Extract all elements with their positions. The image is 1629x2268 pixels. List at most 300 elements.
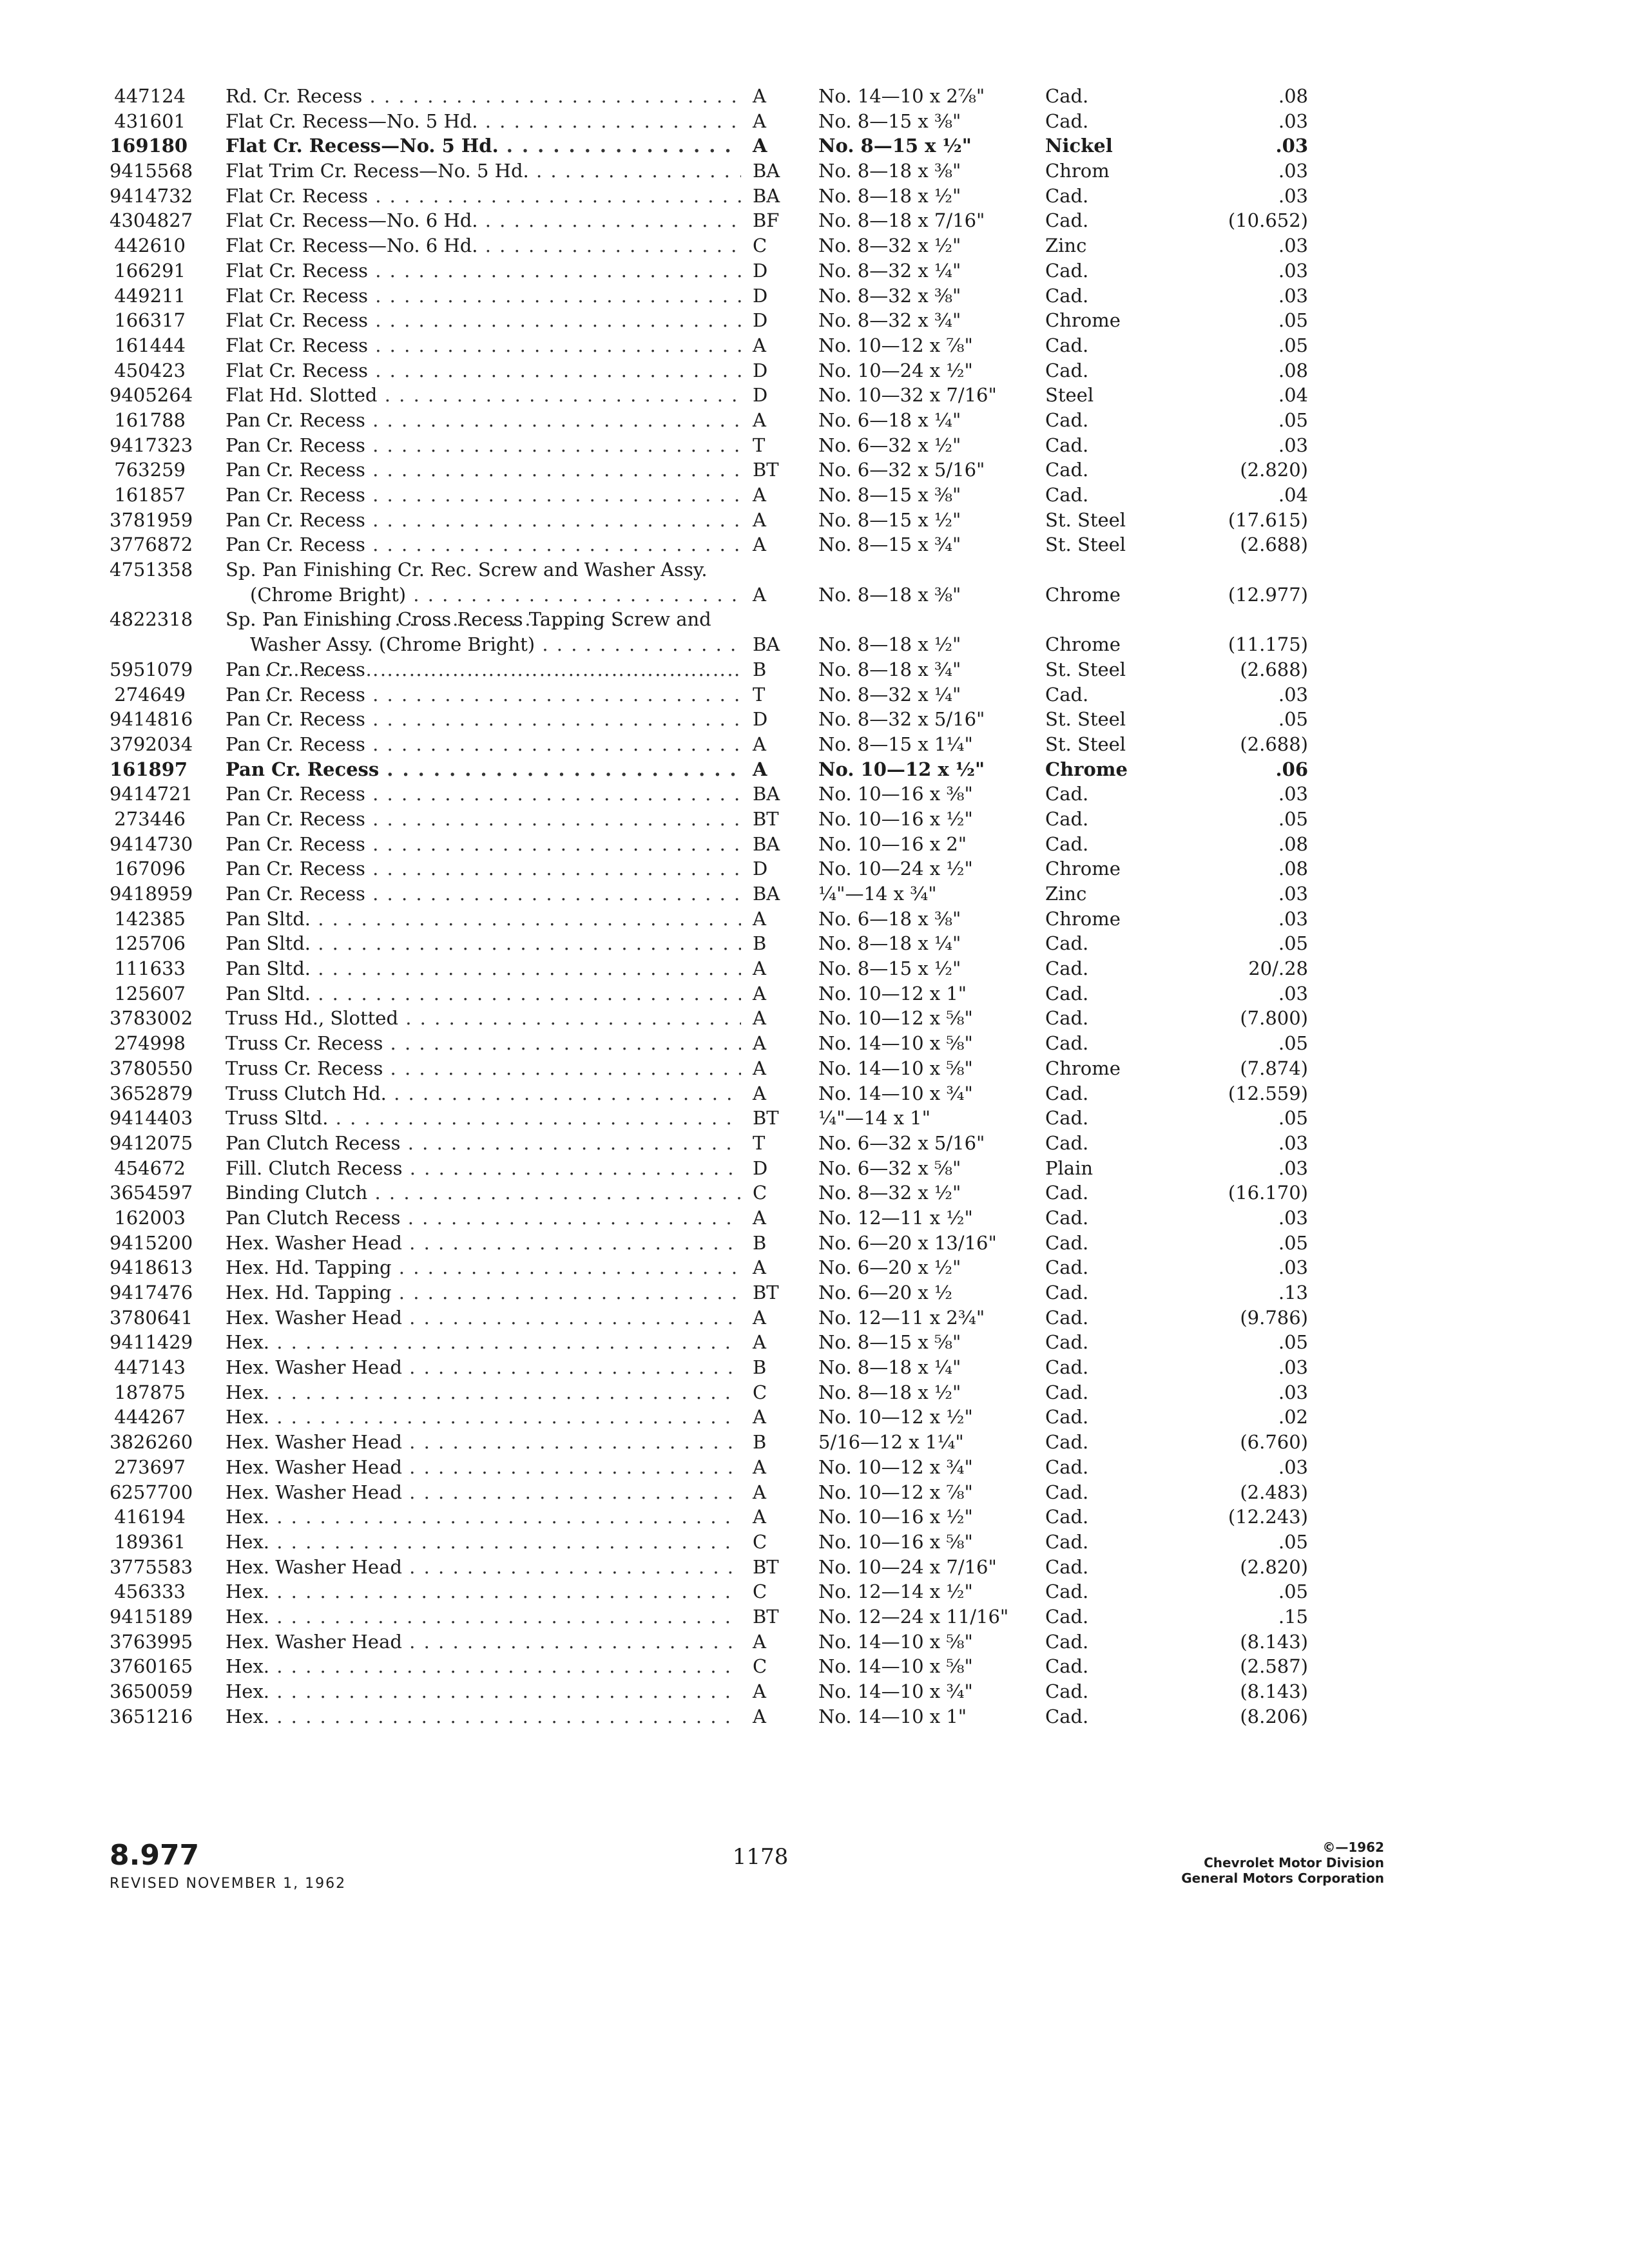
part-description: Flat Cr. Recess—No. 6 Hd. . . . — [226, 233, 741, 258]
table-row — [0, 1280, 1629, 1305]
finish: Cad. — [1045, 434, 1089, 456]
table-row — [0, 1006, 1629, 1031]
table-row — [0, 1629, 1629, 1655]
screw-size: No. 12—14 x ½" — [818, 1581, 973, 1603]
part-description: Hex. . . . — [226, 1380, 741, 1405]
screw-size: No. 6—20 x ½ — [818, 1282, 953, 1304]
screw-size: No. 10—24 x 7/16" — [818, 1555, 997, 1578]
price: .02 — [1278, 1406, 1308, 1428]
usage-code: A — [753, 135, 767, 157]
finish: Cad. — [1045, 1581, 1089, 1603]
table-row — [0, 1579, 1629, 1604]
screw-size: No. 8—15 x ½" — [818, 135, 972, 157]
finish: Chrome — [1045, 758, 1128, 780]
revision-date: REVISED NOVEMBER 1, 1962 — [110, 1876, 347, 1892]
finish: Cad. — [1045, 1431, 1089, 1454]
part-number: 9417323 — [110, 434, 193, 456]
part-description: Pan Cr. Recess . . . — [226, 782, 741, 807]
screw-size: No. 10—12 x ⅞" — [818, 1481, 973, 1503]
finish: St. Steel — [1045, 533, 1126, 556]
usage-code: BA — [753, 883, 780, 905]
part-description: Flat Hd. Slotted . . . — [226, 383, 741, 408]
usage-code: A — [753, 1306, 766, 1329]
part-description-line-2: (Chrome Bright) . . . — [226, 582, 741, 632]
price: .03 — [1278, 160, 1308, 182]
part-number: 763259 — [114, 459, 186, 481]
part-number: 3763995 — [110, 1630, 193, 1653]
screw-size: No. 8—32 x ¼" — [818, 259, 961, 282]
finish: Nickel — [1045, 135, 1113, 157]
usage-code: BT — [753, 459, 779, 481]
usage-code: A — [753, 484, 766, 506]
screw-size: No. 8—15 x ½" — [818, 957, 961, 980]
finish: Cad. — [1045, 1555, 1089, 1578]
price: (12.559) — [1228, 1082, 1308, 1104]
price: .03 — [1278, 907, 1308, 930]
division-name: Chevrolet Motor Division — [1204, 1855, 1384, 1870]
price: .05 — [1278, 408, 1308, 431]
price: .03 — [1278, 783, 1308, 805]
finish: Cad. — [1045, 832, 1089, 855]
part-description: Hex. . . . — [226, 1330, 741, 1355]
screw-size: No. 8—18 x ¾" — [818, 658, 961, 680]
finish: Zinc — [1045, 235, 1087, 257]
finish: Cad. — [1045, 1530, 1089, 1553]
table-row — [0, 109, 1629, 134]
table-row — [0, 433, 1629, 458]
finish: Cad. — [1045, 1655, 1089, 1678]
table-row — [0, 457, 1629, 483]
part-number: 167096 — [114, 858, 186, 880]
price: (12.243) — [1228, 1506, 1308, 1528]
price: (2.483) — [1240, 1481, 1308, 1503]
part-number: 3651216 — [110, 1705, 193, 1727]
price: .03 — [1278, 184, 1308, 207]
table-row — [0, 881, 1629, 907]
part-description: Flat Cr. Recess . . . — [226, 308, 741, 333]
part-description: Hex. . . . — [226, 1654, 741, 1679]
part-description: Pan Cr. Recess . . . — [226, 657, 741, 682]
screw-size: No. 12—11 x ½" — [818, 1206, 973, 1229]
usage-code: A — [753, 907, 766, 930]
finish: Cad. — [1045, 484, 1089, 506]
finish: Cad. — [1045, 1131, 1089, 1154]
part-description: Hex. Washer Head . . . — [226, 1555, 741, 1580]
part-number: 3760165 — [110, 1655, 193, 1678]
usage-code: BA — [753, 783, 780, 805]
usage-code: D — [753, 1157, 768, 1179]
part-description: Hex. Washer Head . . . — [226, 1231, 741, 1256]
finish: Cad. — [1045, 807, 1089, 830]
usage-code: B — [753, 1231, 767, 1254]
part-description: Pan Cr. Recess . . . — [226, 682, 741, 707]
finish: Cad. — [1045, 1406, 1089, 1428]
part-number: 9414721 — [110, 783, 193, 805]
part-number: 161897 — [110, 758, 188, 780]
parts-table — [0, 84, 1629, 1729]
usage-code: C — [753, 1655, 767, 1678]
price: .05 — [1278, 1231, 1308, 1254]
table-row — [0, 1504, 1629, 1530]
table-row — [0, 557, 1629, 607]
finish: Cad. — [1045, 334, 1089, 356]
price: (9.786) — [1240, 1306, 1308, 1329]
usage-code: A — [753, 1456, 766, 1478]
part-number: 9418613 — [110, 1256, 193, 1279]
finish: St. Steel — [1045, 733, 1126, 755]
usage-code: A — [753, 1206, 766, 1229]
usage-code: D — [753, 858, 768, 880]
table-row — [0, 1654, 1629, 1679]
part-number: 3783002 — [110, 1007, 193, 1030]
usage-code: A — [753, 1256, 766, 1279]
usage-code: A — [753, 1630, 766, 1653]
part-number: 4751358 — [110, 559, 193, 581]
part-description: Flat Cr. Recess . . . — [226, 258, 741, 284]
price: (17.615) — [1228, 508, 1308, 531]
screw-size: No. 8—15 x ⅜" — [818, 484, 961, 506]
finish: Chrom — [1045, 160, 1110, 182]
finish: Cad. — [1045, 459, 1089, 481]
part-number: 125607 — [114, 982, 186, 1004]
part-description: Pan Cr. Recess . . . — [226, 707, 741, 732]
screw-size: No. 8—32 x 5/16" — [818, 708, 985, 731]
price: (2.587) — [1240, 1655, 1308, 1678]
part-description: Pan Cr. Recess . . . — [226, 457, 741, 483]
usage-code: D — [753, 259, 768, 282]
price: .05 — [1278, 1331, 1308, 1354]
table-row — [0, 1305, 1629, 1331]
part-number: 3781959 — [110, 508, 193, 531]
table-row — [0, 931, 1629, 956]
part-description: Hex. Washer Head . . . — [226, 1305, 741, 1331]
part-description: Pan Sltd. . . . — [226, 981, 741, 1006]
part-description: Truss Clutch Hd. . . . — [226, 1081, 741, 1106]
price: .03 — [1278, 1157, 1308, 1179]
usage-code: A — [753, 508, 766, 531]
table-row — [0, 1480, 1629, 1505]
part-number: 450423 — [114, 359, 186, 381]
table-row — [0, 508, 1629, 533]
part-number: 6257700 — [110, 1481, 193, 1503]
price: .08 — [1278, 858, 1308, 880]
finish: Cad. — [1045, 110, 1089, 132]
finish: Cad. — [1045, 1306, 1089, 1329]
finish: Cad. — [1045, 1007, 1089, 1030]
part-description: Hex. Washer Head . . . — [226, 1355, 741, 1380]
usage-code: BA — [753, 160, 780, 182]
finish: Cad. — [1045, 1032, 1089, 1055]
price: .13 — [1278, 1282, 1308, 1304]
screw-size: No. 10—24 x ½" — [818, 858, 973, 880]
price: .03 — [1278, 235, 1308, 257]
part-number: 187875 — [114, 1381, 186, 1403]
price: (2.688) — [1240, 533, 1308, 556]
part-number: 449211 — [114, 284, 186, 307]
screw-size: No. 12—11 x 2¾" — [818, 1306, 985, 1329]
part-number: 273697 — [114, 1456, 186, 1478]
part-number: 9414816 — [110, 708, 193, 731]
part-description: Hex. . . . — [226, 1504, 741, 1530]
part-number: 3775583 — [110, 1555, 193, 1578]
part-number: 442610 — [114, 235, 186, 257]
price: (8.143) — [1240, 1680, 1308, 1703]
usage-code: A — [753, 1331, 766, 1354]
usage-code: A — [753, 957, 766, 980]
table-row — [0, 1106, 1629, 1131]
finish: Cad. — [1045, 408, 1089, 431]
usage-code: A — [753, 583, 766, 606]
part-description: Flat Cr. Recess—No. 6 Hd. . . . — [226, 208, 741, 233]
usage-code: B — [753, 1356, 767, 1379]
usage-code: D — [753, 384, 768, 407]
price: .15 — [1278, 1605, 1308, 1628]
usage-code: B — [753, 932, 767, 955]
screw-size: No. 6—20 x ½" — [818, 1256, 961, 1279]
finish: Steel — [1045, 384, 1094, 407]
screw-size: ¼"—14 x 1" — [818, 1107, 930, 1129]
table-row — [0, 1330, 1629, 1355]
finish: Cad. — [1045, 957, 1089, 980]
usage-code: A — [753, 1032, 766, 1055]
finish: Cad. — [1045, 184, 1089, 207]
table-row — [0, 1679, 1629, 1704]
usage-code: C — [753, 1530, 767, 1553]
table-row — [0, 856, 1629, 881]
usage-code: A — [753, 1057, 766, 1079]
part-description: Hex. . . . — [226, 1530, 741, 1555]
screw-size: No. 6—32 x ½" — [818, 434, 961, 456]
table-row — [0, 1056, 1629, 1081]
part-description: Flat Cr. Recess . . . — [226, 284, 741, 309]
table-row — [0, 1206, 1629, 1231]
price: .04 — [1278, 384, 1308, 407]
part-description: Hex. Hd. Tapping . . . — [226, 1255, 741, 1280]
finish: Chrome — [1045, 1057, 1121, 1079]
part-description: Pan Cr. Recess . . . — [226, 757, 741, 782]
price: .05 — [1278, 708, 1308, 731]
part-number: 454672 — [114, 1157, 186, 1179]
table-row — [0, 1255, 1629, 1280]
part-number: 166317 — [114, 309, 186, 332]
part-number: 161857 — [114, 484, 186, 506]
screw-size: No. 8—18 x ½" — [818, 184, 961, 207]
finish: Cad. — [1045, 1356, 1089, 1379]
table-row — [0, 408, 1629, 433]
part-number: 9417476 — [110, 1282, 193, 1304]
price: .05 — [1278, 932, 1308, 955]
finish: Cad. — [1045, 1206, 1089, 1229]
part-description: Pan Clutch Recess . . . — [226, 1206, 741, 1231]
price: .05 — [1278, 1032, 1308, 1055]
table-row — [0, 308, 1629, 333]
usage-code: D — [753, 309, 768, 332]
price: .08 — [1278, 85, 1308, 107]
finish: Cad. — [1045, 359, 1089, 381]
screw-size: No. 8—15 x ⅜" — [818, 110, 961, 132]
finish: Cad. — [1045, 1282, 1089, 1304]
table-row — [0, 1156, 1629, 1181]
finish: St. Steel — [1045, 658, 1126, 680]
part-description: Pan Sltd. . . . — [226, 956, 741, 981]
part-number: 125706 — [114, 932, 186, 955]
screw-size: No. 10—12 x ½" — [818, 758, 985, 780]
price: .05 — [1278, 309, 1308, 332]
part-number: 162003 — [114, 1206, 186, 1229]
table-row — [0, 1530, 1629, 1555]
price: .03 — [1278, 1456, 1308, 1478]
section-page-reference: 8.977 — [110, 1839, 200, 1872]
screw-size: No. 8—15 x ¾" — [818, 533, 961, 556]
screw-size: No. 10—12 x 1" — [818, 982, 967, 1004]
screw-size: No. 14—10 x ¾" — [818, 1082, 973, 1104]
screw-size: No. 6—18 x ¼" — [818, 408, 961, 431]
usage-code: A — [753, 1007, 766, 1030]
price: .03 — [1278, 1131, 1308, 1154]
part-number: 4304827 — [110, 209, 193, 232]
finish: Zinc — [1045, 883, 1087, 905]
part-number: 3776872 — [110, 533, 193, 556]
screw-size: No. 14—10 x ¾" — [818, 1680, 973, 1703]
price: .03 — [1278, 284, 1308, 307]
usage-code: C — [753, 1182, 767, 1204]
part-description: Hex. Washer Head . . . — [226, 1480, 741, 1505]
finish: Cad. — [1045, 1605, 1089, 1628]
part-number: 3654597 — [110, 1182, 193, 1204]
part-number: 9414732 — [110, 184, 193, 207]
screw-size: No. 6—32 x 5/16" — [818, 1131, 985, 1154]
part-number: 274998 — [114, 1032, 186, 1055]
usage-code: D — [753, 359, 768, 381]
price: .08 — [1278, 359, 1308, 381]
table-row — [0, 1355, 1629, 1380]
screw-size: No. 6—32 x ⅝" — [818, 1157, 961, 1179]
price: .05 — [1278, 1530, 1308, 1553]
table-row — [0, 607, 1629, 657]
table-row — [0, 1555, 1629, 1580]
finish: Cad. — [1045, 259, 1089, 282]
part-description: Pan Cr. Recess . . . — [226, 508, 741, 533]
price: .03 — [1278, 1206, 1308, 1229]
screw-size: No. 14—10 x ⅝" — [818, 1655, 973, 1678]
finish: Plain — [1045, 1157, 1094, 1179]
screw-size: No. 14—10 x ⅝" — [818, 1630, 973, 1653]
screw-size: No. 10—24 x ½" — [818, 359, 973, 381]
finish: Cad. — [1045, 1231, 1089, 1254]
part-description: Pan Cr. Recess . . . — [226, 807, 741, 832]
price: .05 — [1278, 807, 1308, 830]
part-number: 444267 — [114, 1406, 186, 1428]
table-row — [0, 981, 1629, 1006]
part-description: Flat Cr. Recess . . . — [226, 184, 741, 209]
finish: Cad. — [1045, 1705, 1089, 1727]
screw-size: No. 10—16 x ½" — [818, 807, 973, 830]
finish: Cad. — [1045, 932, 1089, 955]
part-description: Pan Cr. Recess . . . — [226, 483, 741, 508]
finish: Cad. — [1045, 1182, 1089, 1204]
table-row — [0, 1180, 1629, 1206]
usage-code: BT — [753, 1605, 779, 1628]
table-row — [0, 208, 1629, 233]
part-description: Hex. Washer Head . . . — [226, 1629, 741, 1655]
screw-size: No. 8—15 x ½" — [818, 508, 961, 531]
part-number: 3780641 — [110, 1306, 193, 1329]
finish: Cad. — [1045, 1107, 1089, 1129]
screw-size: No. 8—32 x ½" — [818, 235, 961, 257]
screw-size: No. 14—10 x ⅝" — [818, 1032, 973, 1055]
part-number: 3652879 — [110, 1082, 193, 1104]
screw-size: No. 10—16 x ½" — [818, 1506, 973, 1528]
screw-size: No. 10—16 x ⅝" — [818, 1530, 973, 1553]
screw-size: No. 10—16 x ⅜" — [818, 783, 973, 805]
part-number: 456333 — [114, 1581, 186, 1603]
usage-code: BF — [753, 209, 780, 232]
screw-size: No. 8—32 x ¾" — [818, 309, 961, 332]
screw-size: No. 8—32 x ½" — [818, 1182, 961, 1204]
part-description: Pan Cr. Recess . . . — [226, 881, 741, 907]
screw-size: No. 10—16 x 2" — [818, 832, 967, 855]
part-number: 4822318 — [110, 608, 193, 631]
part-number: 9418959 — [110, 883, 193, 905]
part-description: Pan Cr. Recess . . . — [226, 532, 741, 557]
screw-size: No. 8—18 x ⅜" — [818, 583, 961, 606]
table-row — [0, 832, 1629, 857]
part-description: Fill. Clutch Recess . . . — [226, 1156, 741, 1181]
part-description: Truss Hd., Slotted . . . — [226, 1006, 741, 1031]
screw-size: No. 10—12 x ⅝" — [818, 1007, 973, 1030]
price: .05 — [1278, 334, 1308, 356]
table-row — [0, 807, 1629, 832]
price: (8.143) — [1240, 1630, 1308, 1653]
part-number: 416194 — [114, 1506, 186, 1528]
part-number: 5951079 — [110, 658, 193, 680]
part-description: Flat Cr. Recess—No. 5 Hd. . . . — [226, 133, 741, 159]
screw-size: No. 14—10 x 2⅞" — [818, 85, 985, 107]
table-row — [0, 732, 1629, 757]
part-description: Pan Sltd. . . . — [226, 931, 741, 956]
usage-code: BT — [753, 1555, 779, 1578]
usage-code: A — [753, 758, 767, 780]
finish: St. Steel — [1045, 508, 1126, 531]
price: (2.820) — [1240, 459, 1308, 481]
price: .05 — [1278, 1107, 1308, 1129]
finish: Cad. — [1045, 683, 1089, 706]
price: .03 — [1278, 110, 1308, 132]
part-description: Rd. Cr. Recess . . . — [226, 84, 741, 109]
screw-size: No. 8—32 x ⅜" — [818, 284, 961, 307]
screw-size: No. 14—10 x 1" — [818, 1705, 967, 1727]
screw-size: No. 14—10 x ⅝" — [818, 1057, 973, 1079]
table-row — [0, 1031, 1629, 1056]
usage-code: A — [753, 1506, 766, 1528]
screw-size: No. 10—12 x ⅞" — [818, 334, 973, 356]
part-number: 9414403 — [110, 1107, 193, 1129]
price: (8.206) — [1240, 1705, 1308, 1727]
usage-code: C — [753, 1581, 767, 1603]
screw-size: No. 10—12 x ¾" — [818, 1456, 973, 1478]
part-description: Flat Cr. Recess . . . — [226, 358, 741, 383]
copyright-year: ©—1962 — [1322, 1840, 1384, 1855]
table-row — [0, 1430, 1629, 1455]
finish: Cad. — [1045, 783, 1089, 805]
corporation-name: General Motors Corporation — [1181, 1870, 1384, 1886]
part-description: Hex. . . . — [226, 1604, 741, 1629]
price: .03 — [1278, 982, 1308, 1004]
table-row — [0, 483, 1629, 508]
usage-code: C — [753, 235, 767, 257]
part-description: Flat Cr. Recess . . . — [226, 333, 741, 358]
screw-size: No. 6—20 x 13/16" — [818, 1231, 997, 1254]
